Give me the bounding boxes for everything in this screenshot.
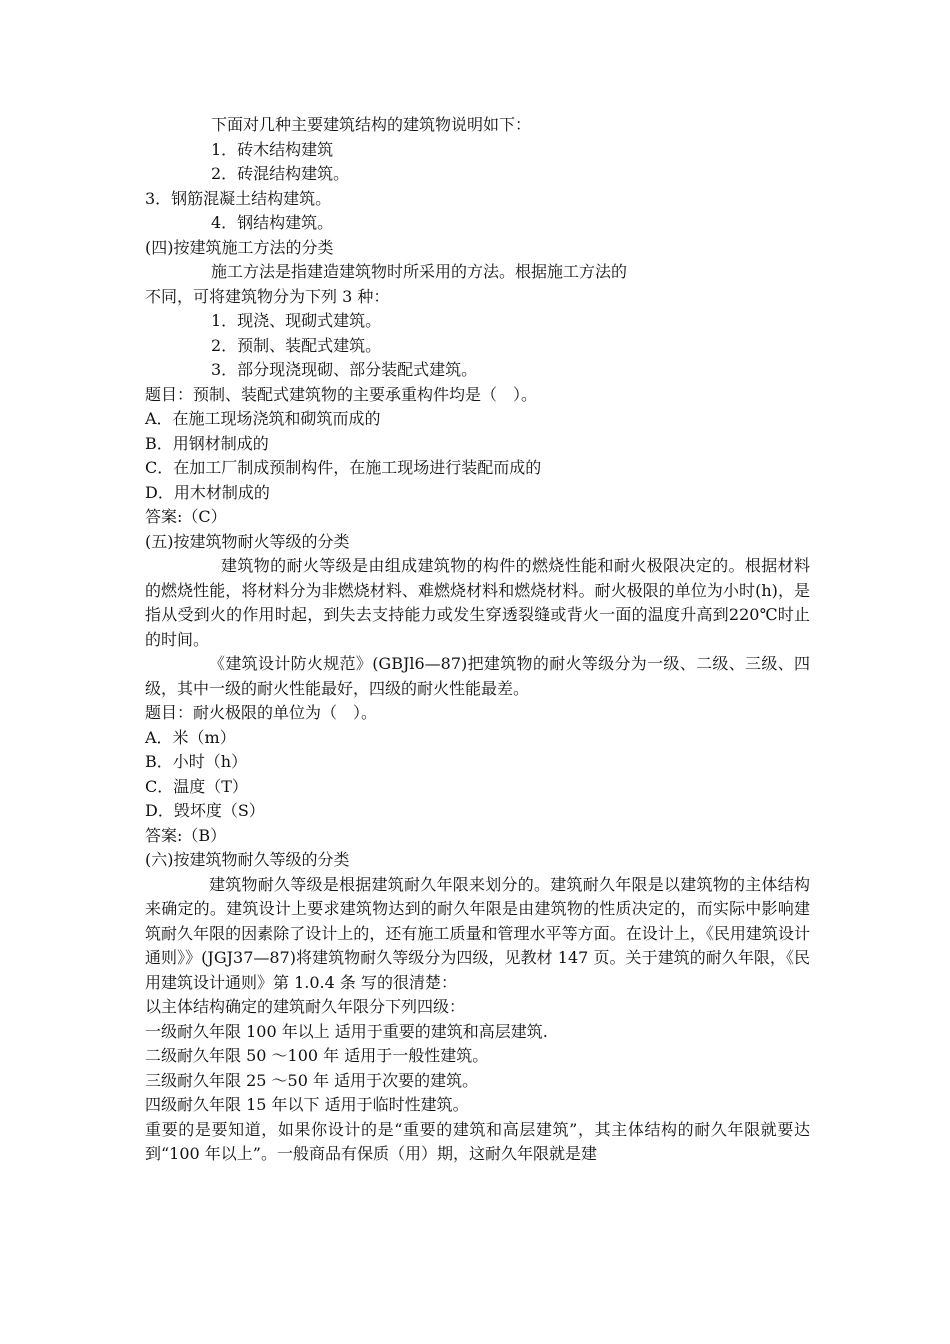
fire-code-paragraph: 《建筑设计防火规范》(GBJl6—87)把建筑物的耐火等级分为一级、二级、三级、四级，其中一级的耐火性能最好，四级的耐火性能最差。 [145, 654, 810, 698]
list-item: 2．预制、装配式建筑。 [211, 335, 382, 355]
section-heading: (五)按建筑物耐火等级的分类 [145, 531, 350, 551]
answer-option: D．毁坏度（S） [145, 801, 265, 820]
answer-option: A．在施工现场浇筑和砌筑而成的 [145, 409, 381, 428]
answer-option: B．小时（h） [145, 752, 248, 771]
section-heading: (四)按建筑施工方法的分类 [145, 237, 334, 257]
durability-paragraph: 建筑物耐久等级是根据建筑耐久年限来划分的。建筑耐久年限是以建筑物的主体结构来确定的。建筑设计上要求建筑物达到的耐久年限是由建筑物的性质决定的，而实际中影响建筑耐久年限的因素除了设计上的，还有施工质量和管理水平等方面。在设计上，《民用建筑设计通则》》(JGJ37—87)将建筑物耐久等级分为四级，见教材 147 页。关于建筑的耐久年限，《民用建筑设计通则》第 1.0.4 条 写的很清楚： [145, 874, 810, 992]
answer-line: 答案:（C） [145, 507, 227, 526]
paragraph-line: 施工方法是指建造建筑物时所采用的方法。根据施工方法的 [211, 262, 628, 281]
durability-grade-line: 三级耐久年限 25 ～50 年 适用于次要的建筑。 [145, 1070, 479, 1090]
list-item: 1．现浇、现砌式建筑。 [211, 311, 382, 330]
durability-grade-line: 一级耐久年限 100 年以上 适用于重要的建筑和高层建筑. [145, 1021, 548, 1041]
paragraph-line: 不同，可将建筑物分为下列 3 种： [145, 286, 390, 306]
list-item: 3．部分现浇现砌、部分装配式建筑。 [211, 360, 478, 379]
fire-rating-paragraph: 建筑物的耐火等级是由组成建筑物的构件的燃烧性能和耐火极限决定的。根据材料的燃烧性能，将材料分为非燃烧材料、难燃烧材料和燃烧材料。耐火极限的单位为小时(h)，是指从受到火的作用时起，到失去支持能力或发生穿透裂缝或背火一面的温度升高到220℃时止的时间。 [145, 556, 810, 649]
answer-line: 答案:（B） [145, 825, 227, 845]
list-item: 2．砖混结构建筑。 [211, 164, 350, 183]
section-heading: (六)按建筑物耐久等级的分类 [145, 850, 350, 869]
question-line: 题目：预制、装配式建筑物的主要承重构件均是（ ）。 [145, 384, 538, 404]
answer-option: B．用钢材制成的 [145, 433, 269, 453]
answer-option: D．用木材制成的 [145, 482, 270, 502]
paragraph-line: 以主体结构确定的建筑耐久年限分下列四级： [145, 997, 466, 1016]
durability-grade-line: 二级耐久年限 50 ～100 年 适用于一般性建筑。 [145, 1046, 489, 1065]
intro-line: 下面对几种主要建筑结构的建筑物说明如下： [211, 115, 532, 134]
list-item: 1．砖木结构建筑 [211, 139, 334, 159]
closing-paragraph: 重要的是要知道，如果你设计的是“重要的建筑和高层建筑”，其主体结构的耐久年限就要达到“100 年以上”。一般商品有保质（用）期，这耐久年限就是建 [145, 1119, 810, 1163]
answer-option: A．米（m） [145, 727, 236, 747]
answer-option: C．在加工厂制成预制构件，在施工现场进行装配而成的 [145, 458, 542, 477]
list-item: 4．钢结构建筑。 [211, 213, 334, 232]
durability-grade-line: 四级耐久年限 15 年以下 适用于临时性建筑。 [145, 1095, 469, 1114]
document-body [145, 113, 810, 1167]
list-item: 3．钢筋混凝土结构建筑。 [145, 188, 332, 208]
answer-option: C．温度（T） [145, 776, 248, 796]
question-line: 题目：耐火极限的单位为（ ）。 [145, 703, 378, 722]
